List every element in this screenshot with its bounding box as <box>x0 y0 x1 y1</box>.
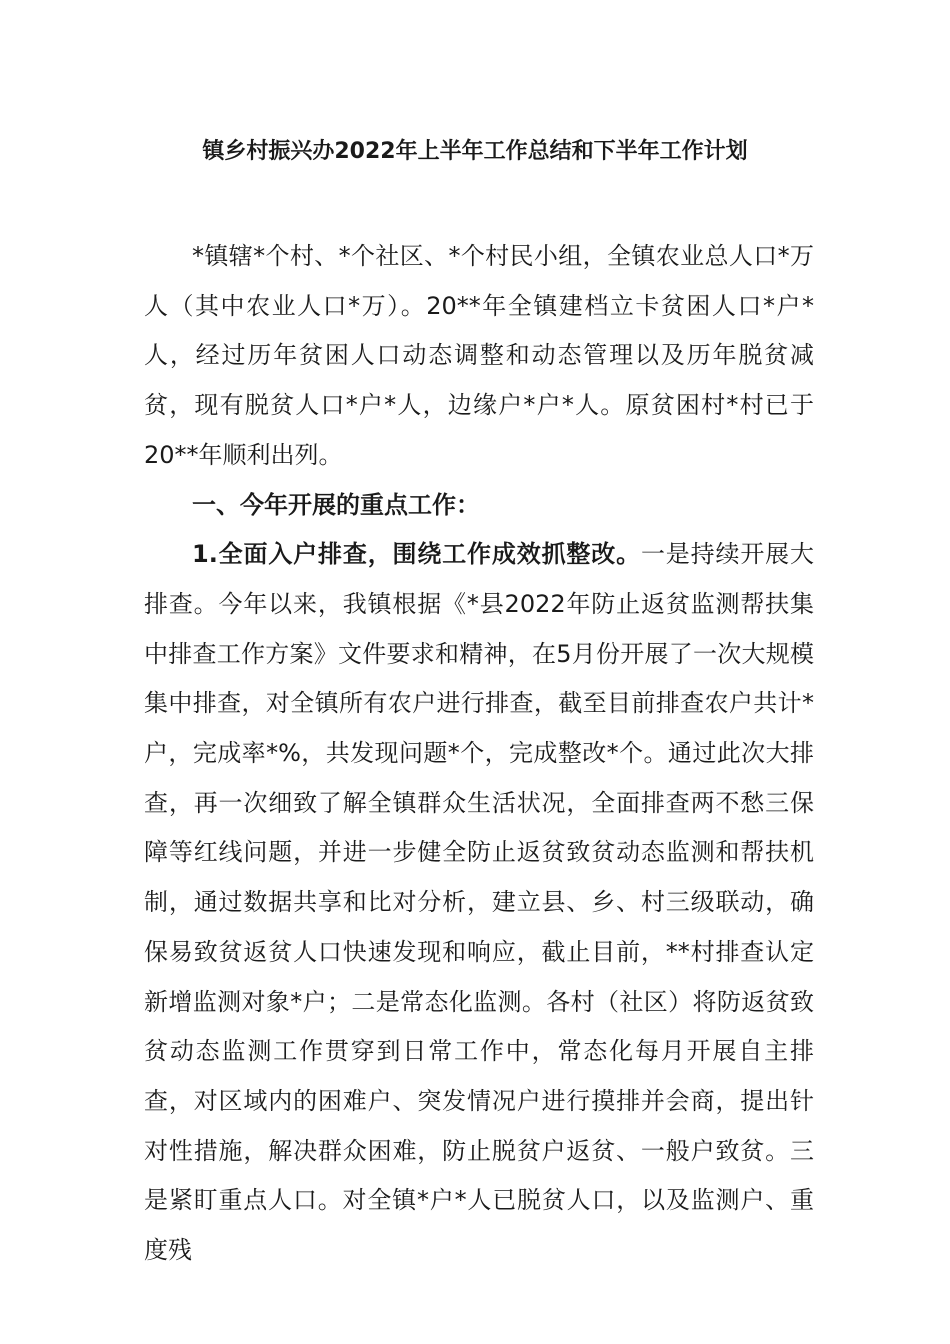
document-title: 镇乡村振兴办2022年上半年工作总结和下半年工作计划 <box>202 139 748 164</box>
item-lead: 1.全面入户排查，围绕工作成效抓整改。 <box>192 540 641 569</box>
item-paragraph <box>144 530 814 1276</box>
document-body <box>144 232 814 1276</box>
intro-paragraph: *镇辖*个村、*个社区、*个村民小组，全镇农业总人口*万人（其中农业人口*万）。20**年全镇建档立卡贫困人口*户*人，经过历年贫困人口动态调整和动态管理以及历年脱贫减贫，现有脱贫人口*户*人，边缘户*户*人。原贫困村*村已于20**年顺利出列。 <box>144 242 814 469</box>
section-heading: 一、今年开展的重点工作： <box>192 490 480 519</box>
item-body: 一是持续开展大排查。今年以来，我镇根据《*县2022年防止返贫监测帮扶集中排查工作方案》文件要求和精神，在5月份开展了一次大规模集中排查，对全镇所有农户进行排查，截至目前排查农户共计*户，完成率*%，共发现问题*个，完成整改*个。通过此次大排查，再一次细致了解全镇群众生活状况，全面排查两不愁三保障等红线问题，并进一步健全防止返贫致贫动态监测和帮扶机制，通过数据共享和比对分析，建立县、乡、村三级联动，确保易致贫返贫人口快速发现和响应，截止目前，**村排查认定新增监测对象*户；二是常态化监测。各村（社区）将防返贫致贫动态监测工作贯穿到日常工作中，常态化每月开展自主排查，对区域内的困难户、突发情况户进行摸排并会商，提出针对性措施，解决群众困难，防止脱贫户返贫、一般户致贫。三是紧盯重点人口。对全镇*户*人已脱贫人口，以及监测户、重度残 <box>144 540 814 1265</box>
